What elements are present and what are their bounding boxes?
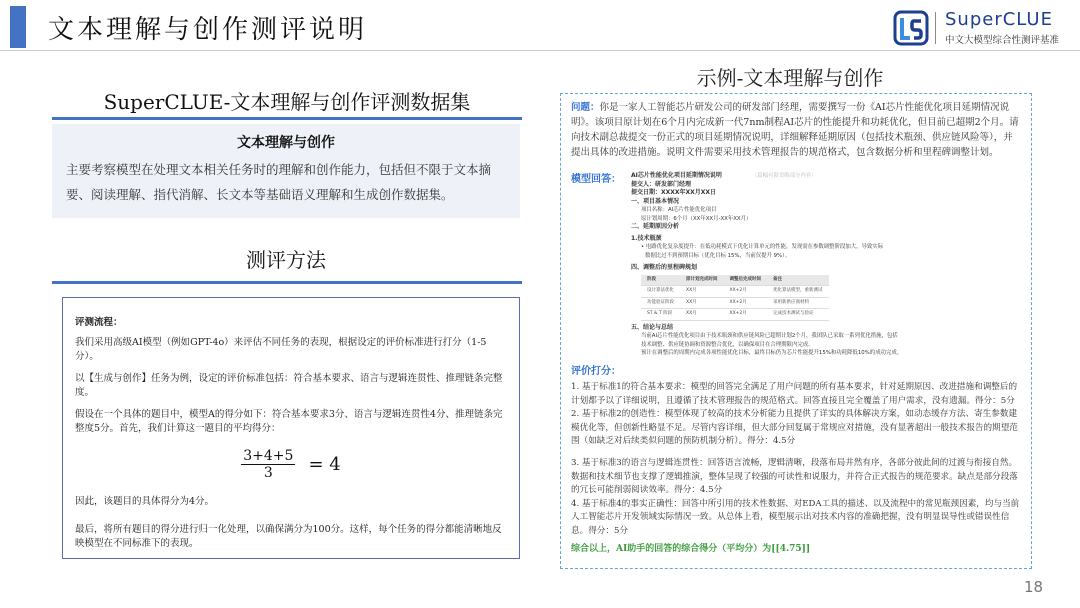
logo-name: SuperCLUE [945,9,1053,30]
dataset-description-box [52,124,520,218]
answer-project-name: 项目名称：AI芯片性能优化项目 [641,207,717,213]
method-title: 测评方法 [246,248,326,272]
method-paragraph-5: 最后，将所有题目的得分进行归一化处理，以确保满分为100分。这样，每个任务的得分都能清晰地反映模型在不同标准下的表现。 [75,524,502,549]
answer-doc-title: AI芯片性能优化项目延期情况说明 [631,172,722,179]
answer-submitter: 提交人：研发部门经理 [631,180,692,188]
milestone-table [641,275,829,321]
table-cell: XX+2月 [724,286,768,298]
dataset-box-text: 主要考察模型在处理文本相关任务时的理解和创作能力，包括但不限于文本摘要、阅读理解、指代消解、长文本等基础语义理解和生成创作数据集。 [66,162,492,202]
answer-label: 模型回答： [571,174,621,185]
formula-denominator: 3 [263,465,273,481]
answer-doc-note: （篇幅有限省略部分内容） [751,173,817,179]
table-row [641,286,829,298]
superclue-logo-icon [893,10,929,46]
dataset-box-heading: 文本理解与创作 [237,135,335,151]
dataset-title-rule [52,117,522,120]
question-block [571,100,1021,160]
method-box [62,297,520,559]
score-summary: 综合以上，AI助手的回答的综合得分（平均分）为[[4.75]] [571,543,811,554]
example-title: 示例-文本理解与创作 [696,66,884,90]
answer-conclusion-3: 预计在调整后的周期内完成各项性能优化目标，最终目标仍为芯片性能提升15%和功耗降低10%的成功完成。 [641,350,903,356]
table-cell: 原计划完成时间 [680,275,724,286]
score-label: 评价打分： [571,366,621,377]
table-cell: 设计算法优化 [641,286,680,298]
table-cell: XX+2月 [724,297,768,309]
model-answer-block [571,170,1021,360]
example-box [560,93,1032,569]
formula-numerator: 3+4+5 [243,448,294,464]
score-list [571,381,1021,539]
page-number: 18 [1024,578,1044,596]
answer-subsection-1: 1.技术瓶颈 [631,234,662,242]
logo-subtitle: 中文大模型综合性测评基准 [945,35,1060,46]
answer-section-1: 一、项目基本情况 [631,197,680,205]
score-item-4: 4. 基于标准4的事实正确性：回答中所引用的技术性数据、对EDA工具的描述、以及流程中的常见瓶颈因素，均与当前人工智能芯片开发领域实际情况一致。从总体上看，模型展示出对技术内容的准确把握，没有明显误导性或错误性信息。得分：5分 [571,498,1020,536]
method-title-rule [52,281,522,284]
dataset-title: SuperCLUE-文本理解与创作评测数据集 [103,90,471,114]
answer-section-2: 二、延期原因分析 [631,223,680,230]
header-divider [0,50,1080,51]
method-paragraph-1: 我们采用高级AI模型（例如GPT-4o）来评估不同任务的表现，根据设定的评价标准进行打分（1-5分）。 [75,337,487,362]
answer-document [631,172,1011,358]
table-cell: XX月 [680,286,724,298]
answer-conclusion-2: 技术调整、供应链协调和资源整合优化，以确保项目在合理期限内完成。 [641,341,814,348]
table-cell: 调整后完成时间 [724,275,768,286]
table-row [641,297,829,309]
answer-plan-period: 原计划周期：6个月（XX年XX月-XX年XX月） [641,215,752,222]
score-item-2: 2. 基于标准2的创造性：模型体现了较高的技术分析能力且提供了详实的具体解决方案，如动态缓存方法、寄生参数建模优化等，但创新性略显不足。尽管内容详细，但大部分回复属于常规应对措施，没有显著超出一般技术报告的期望范围（如缺乏对后续类似问题的预防机制分析）。得分：4.5分 [571,409,1018,447]
table-cell: 功能验证阶段 [641,297,680,309]
score-item-1: 1. 基于标准1的符合基本要求：模型的回答完全满足了用户问题的所有基本要求，针对延期原因、改进措施和调整后的计划都予以了详细说明，且遵循了技术管理报告的规范格式。回答直接且完全覆盖了用户需求，没有遗漏。得分：5分 [571,382,1018,406]
table-cell: 完成技术测试与验证 [767,309,829,321]
answer-bullet-1-cont: 数据比过不到预期目标（优化目标 15%，当前仅提升 9%）。 [645,252,791,259]
table-cell: XX月 [680,309,724,321]
page-title: 文本理解与创作测评说明 [48,15,368,45]
method-paragraph-4: 因此，该题目的具体得分为4分。 [75,496,215,507]
table-row [641,309,829,321]
table-cell: 采用新供应商材料 [767,297,829,309]
flow-heading: 评测流程： [75,317,123,328]
table-cell: 阶段 [641,275,680,286]
answer-conclusion-1: 当前AI芯片性能优化项目由于技术瓶颈和供应链风险已超期计划2个月，我团队已采取一系列优化措施，包括 [641,333,898,339]
question-text: 你是一家人工智能芯片研发公司的研发部门经理，需要撰写一份《AI芯片性能优化项目延期情况说明》。该项目原计划在6个月内完成新一代7nm制程AI芯片的性能提升和功耗优化，但目前已超期2个月。请向技术副总裁提交一份正式的项目延期情况说明，详细解释延期原因（包括技术瓶颈、供应链风险等），并提出具体的改进措施。说明文件需要采用技术管理报告的规范格式，包含数据分析和里程碑调整计划。 [571,102,1019,158]
formula-fraction [241,448,295,481]
logo-separator [935,12,936,44]
method-paragraph-3: 假设在一个具体的题目中，模型A的得分如下：符合基本要求3分、语言与逻辑连贯性4分、推理链条完整度5分。首先，我们计算这一题目的平均得分： [75,409,503,434]
method-paragraph-2: 以【生成与创作】任务为例，设定的评价标准包括：符合基本要求、语言与逻辑连贯性、推理链条完整度。 [75,373,503,398]
answer-date: 提交日期：XXXX年XX月XX日 [631,189,717,196]
title-accent-bar [10,6,26,48]
table-row [641,275,829,286]
superclue-logo [893,8,1073,48]
answer-bullet-1: • 电路优化复杂度提升：在低功耗模式下优化计算单元的性能，发现需在参数调整阶段加大，导致实际 [641,244,884,250]
answer-section-4: 四、调整后的里程碑规划 [631,264,698,271]
table-cell: XX+2月 [724,309,768,321]
table-cell: XX月 [680,297,724,309]
table-cell: 优化算法模型，重新测试 [767,286,829,298]
question-label: 问题： [571,102,600,113]
table-cell: 备注 [767,275,829,286]
answer-section-5: 五、结论与总结 [631,323,674,331]
table-cell: ST & T 阶段 [641,309,680,321]
score-item-3: 3. 基于标准3的语言与逻辑连贯性：回答语言流畅，逻辑清晰，段落布局井然有序，各部分彼此间的过渡与衔接自然。数据和技术细节也支撑了逻辑推演，整体呈现了较强的可读性和说服力，并符合正式报告的规范要求。缺点是部分段落的冗长可能削弱阅读效率。得分：4.5分 [571,457,1018,496]
formula-result: = 4 [308,454,341,475]
average-score-formula [75,448,507,481]
